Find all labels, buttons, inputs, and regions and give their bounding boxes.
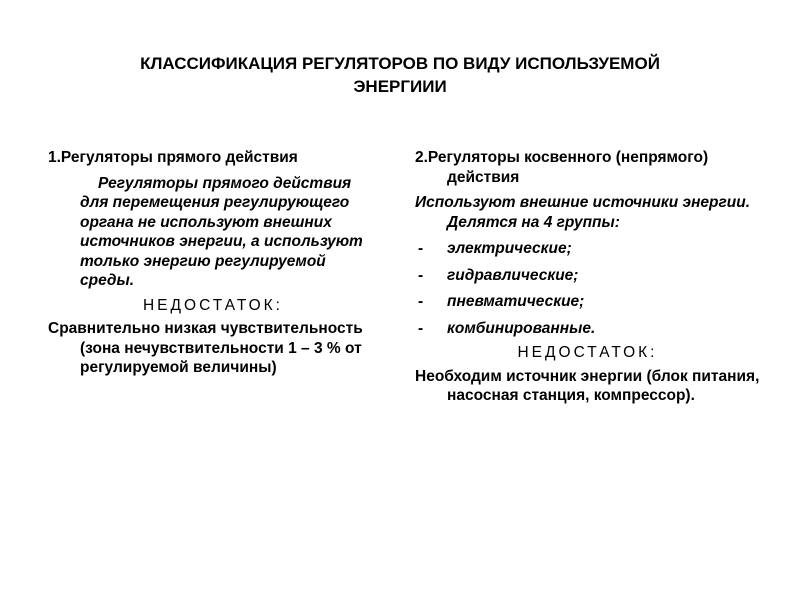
indirect-action-heading: 2.Регуляторы косвенного (непрямого) действия (415, 149, 709, 186)
list-item-text: пневматические; (447, 293, 585, 310)
direct-action-column (48, 148, 378, 378)
list-item (415, 319, 760, 339)
list-item (415, 292, 760, 312)
bullet-dash: - (418, 266, 424, 284)
energy-groups-list (415, 239, 760, 338)
indirect-action-description: Используют внешние источники энергии. Делятся на 4 группы: (415, 194, 751, 231)
indirect-action-drawback-text: Необходим источник энергии (блок питания, насосная станция, компрессор). (415, 367, 760, 404)
direct-action-description (48, 174, 378, 291)
direct-action-description-text: Регуляторы прямого действия для перемещения регулирующего органа не используют внешних источников энергии, а используют только энергию регулируемой среды. (80, 174, 363, 289)
direct-action-drawback-text: Сравнительно низкая чувствительность (зона нечувствительности 1 – 3 % от регулируемой величины) (48, 320, 363, 376)
bullet-dash: - (418, 293, 424, 310)
indirect-action-column (415, 148, 760, 406)
list-item-text: комбинированные. (447, 319, 596, 337)
list-item-text: электрические; (447, 240, 572, 257)
bullet-dash: - (418, 240, 424, 257)
list-item (415, 266, 760, 286)
list-item (415, 239, 760, 259)
direct-action-heading: 1.Регуляторы прямого действия (48, 149, 298, 166)
bullet-dash: - (418, 319, 424, 337)
slide-title (40, 52, 760, 98)
list-item-text: гидравлические; (447, 266, 579, 284)
title-line-2: ЭНЕРГИИИ (353, 77, 447, 96)
title-line-1: КЛАССИФИКАЦИЯ РЕГУЛЯТОРОВ ПО ВИДУ ИСПОЛЬЗУЕМОЙ (140, 54, 660, 73)
indirect-action-drawback-label: НЕДОСТАТОК: (517, 344, 658, 361)
direct-action-drawback-label: НЕДОСТАТОК: (142, 296, 283, 314)
